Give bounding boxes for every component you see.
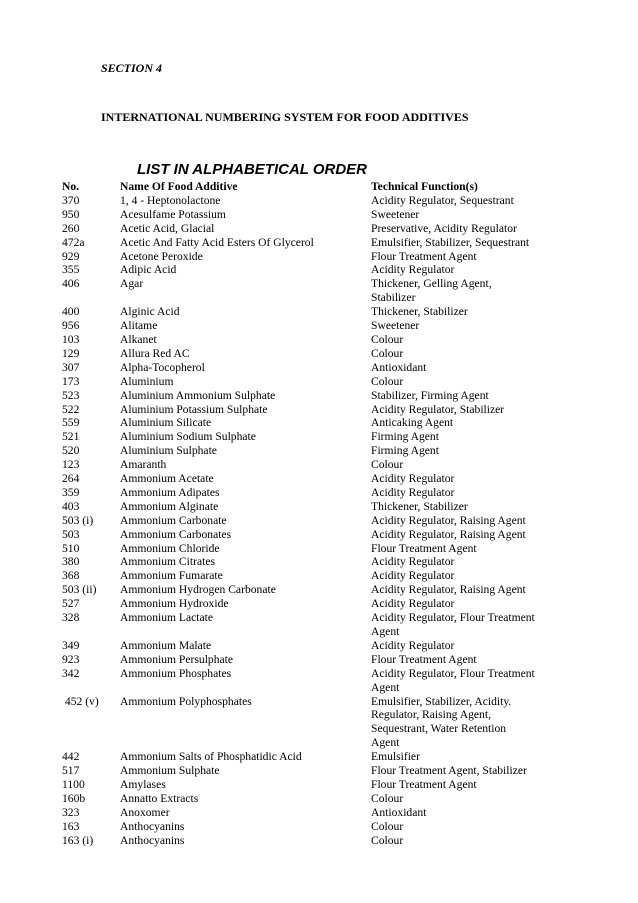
cell-name: Aluminium Sodium Sulphate xyxy=(120,430,256,444)
section-label: SECTION 4 xyxy=(101,61,163,75)
cell-no: 527 xyxy=(62,597,80,611)
cell-no: 323 xyxy=(62,805,80,819)
cell-name: Ammonium Citrates xyxy=(120,555,215,569)
cell-function: Emulsifier, Stabilizer, Acidity. Regulator, Raising Agent, Sequestrant, Water Retention Agent xyxy=(371,694,512,750)
table-row xyxy=(62,695,622,751)
cell-no: 520 xyxy=(62,444,80,458)
table-row xyxy=(62,528,622,542)
cell-function: Acidity Regulator, Raising Agent xyxy=(371,513,526,527)
cell-no: 517 xyxy=(62,764,80,778)
table-row xyxy=(62,820,622,834)
cell-name: Alginic Acid xyxy=(120,305,180,319)
cell-no: 328 xyxy=(62,611,80,625)
cell-function: Colour xyxy=(371,332,404,346)
table-row xyxy=(62,514,622,528)
cell-name: Ammonium Polyphosphates xyxy=(120,694,252,708)
cell-no: 163 xyxy=(62,819,80,833)
cell-no: 173 xyxy=(62,374,80,388)
table-row xyxy=(62,305,622,319)
cell-name: Ammonium Malate xyxy=(120,638,212,652)
table-row xyxy=(62,250,622,264)
cell-function: Acidity Regulator, Flour Treatment Agent xyxy=(371,666,535,694)
cell-function: Acidity Regulator xyxy=(371,472,455,486)
table-row xyxy=(62,472,622,486)
cell-function: Acidity Regulator xyxy=(371,597,455,611)
cell-name: Ammonium Acetate xyxy=(120,472,214,486)
cell-no: 264 xyxy=(62,472,80,486)
cell-no: 400 xyxy=(62,305,80,319)
table-row xyxy=(62,806,622,820)
cell-function: Emulsifier xyxy=(371,750,420,764)
cell-function: Flour Treatment Agent xyxy=(371,541,477,555)
cell-name: Acetic And Fatty Acid Esters Of Glycerol xyxy=(120,235,314,249)
cell-function: Sweetener xyxy=(371,319,420,333)
table-row xyxy=(62,639,622,653)
cell-function: Flour Treatment Agent xyxy=(371,777,477,791)
cell-name: Aluminium Potassium Sulphate xyxy=(120,402,268,416)
table-row xyxy=(62,667,622,695)
table-row xyxy=(62,347,622,361)
cell-no: 522 xyxy=(62,402,80,416)
table-row xyxy=(62,611,622,639)
cell-function: Antioxidant xyxy=(371,805,427,819)
cell-name: Adipic Acid xyxy=(120,263,177,277)
cell-function: Firming Agent xyxy=(371,430,439,444)
cell-name: Ammonium Adipates xyxy=(120,485,220,499)
cell-no: 442 xyxy=(62,750,80,764)
cell-name: Acetic Acid, Glacial xyxy=(120,221,215,235)
cell-name: Ammonium Salts of Phosphatidic Acid xyxy=(120,750,302,764)
cell-no: 380 xyxy=(62,555,80,569)
cell-name: Alkanet xyxy=(120,332,157,346)
cell-function: Antioxidant xyxy=(371,360,427,374)
table-row xyxy=(62,403,622,417)
cell-no: 355 xyxy=(62,263,80,277)
cell-no: 521 xyxy=(62,430,80,444)
cell-name: Anthocyanins xyxy=(120,819,185,833)
table-row xyxy=(62,416,622,430)
cell-name: Acetone Peroxide xyxy=(120,249,203,263)
table-row xyxy=(62,375,622,389)
cell-name: Alpha-Tocopherol xyxy=(120,360,205,374)
cell-no: 307 xyxy=(62,360,80,374)
table-row xyxy=(62,319,622,333)
cell-no: 523 xyxy=(62,388,80,402)
cell-no: 472a xyxy=(62,235,85,249)
cell-function: Preservative, Acidity Regulator xyxy=(371,221,517,235)
cell-name: 1, 4 - Heptonolactone xyxy=(120,193,221,207)
table-row xyxy=(62,750,622,764)
table-row xyxy=(62,778,622,792)
cell-name: Aluminium Sulphate xyxy=(120,444,217,458)
cell-function: Acidity Regulator, Flour Treatment Agent xyxy=(371,611,535,638)
document-title: INTERNATIONAL NUMBERING SYSTEM FOR FOOD ADDITIVES xyxy=(101,110,469,124)
cell-function: Acidity Regulator xyxy=(371,263,455,277)
cell-name: Anoxomer xyxy=(120,805,170,819)
table-row xyxy=(62,597,622,611)
cell-name: Ammonium Fumarate xyxy=(120,569,223,583)
cell-function: Colour xyxy=(371,374,404,388)
cell-function: Acidity Regulator, Sequestrant xyxy=(371,193,514,207)
cell-no: 342 xyxy=(62,666,80,680)
cell-no: 349 xyxy=(62,638,80,652)
table-body xyxy=(62,194,622,848)
cell-no: 406 xyxy=(62,277,80,291)
table-row xyxy=(62,834,622,848)
cell-no: 929 xyxy=(62,249,80,263)
table-row xyxy=(62,389,622,403)
cell-function: Colour xyxy=(371,346,404,360)
table-row xyxy=(62,194,622,208)
cell-no: 160b xyxy=(62,791,86,805)
cell-function: Flour Treatment Agent xyxy=(371,249,477,263)
cell-function: Colour xyxy=(371,819,404,833)
additives-table xyxy=(62,180,622,848)
cell-function: Colour xyxy=(371,458,404,472)
table-row xyxy=(62,542,622,556)
cell-no: 503 xyxy=(62,527,80,541)
cell-name: Aluminium xyxy=(120,374,174,388)
cell-no: 103 xyxy=(62,332,80,346)
cell-no: 163 (i) xyxy=(62,833,94,847)
cell-function: Anticaking Agent xyxy=(371,416,454,430)
cell-name: Ammonium Persulphate xyxy=(120,652,234,666)
table-row xyxy=(62,555,622,569)
cell-function: Acidity Regulator, Stabilizer xyxy=(371,402,505,416)
cell-name: Ammonium Hydroxide xyxy=(120,597,229,611)
table-row xyxy=(62,263,622,277)
cell-name: Ammonium Carbonates xyxy=(120,527,232,541)
cell-no: 370 xyxy=(62,193,80,207)
table-row xyxy=(62,764,622,778)
cell-function: Flour Treatment Agent xyxy=(371,652,477,666)
table-row xyxy=(62,458,622,472)
table-row xyxy=(62,333,622,347)
cell-function: Acidity Regulator, Raising Agent xyxy=(371,583,526,597)
cell-function: Sweetener xyxy=(371,207,420,221)
table-row xyxy=(62,486,622,500)
cell-function: Colour xyxy=(371,833,404,847)
cell-name: Allura Red AC xyxy=(120,346,190,360)
cell-no: 368 xyxy=(62,569,80,583)
cell-name: Annatto Extracts xyxy=(120,791,199,805)
cell-no: 1100 xyxy=(62,777,85,791)
cell-no: 503 (ii) xyxy=(62,583,97,597)
cell-name: Alitame xyxy=(120,319,158,333)
table-row xyxy=(62,208,622,222)
table-row xyxy=(62,500,622,514)
cell-function: Colour xyxy=(371,791,404,805)
cell-function: Thickener, Gelling Agent, Stabilizer xyxy=(371,277,492,305)
cell-no: 260 xyxy=(62,221,80,235)
cell-function: Acidity Regulator, Raising Agent xyxy=(371,527,526,541)
cell-no: 923 xyxy=(62,652,80,666)
table-header xyxy=(62,180,622,194)
cell-function: Emulsifier, Stabilizer, Sequestrant xyxy=(371,235,530,249)
list-title: LIST IN ALPHABETICAL ORDER xyxy=(137,161,368,178)
cell-name: Agar xyxy=(120,277,144,291)
cell-no: 359 xyxy=(62,485,80,499)
cell-function: Thickener, Stabilizer xyxy=(371,305,468,319)
cell-function: Acidity Regulator xyxy=(371,485,455,499)
header-name: Name Of Food Additive xyxy=(120,180,238,193)
cell-name: Ammonium Chloride xyxy=(120,541,220,555)
cell-name: Acesulfame Potassium xyxy=(120,207,226,221)
cell-name: Ammonium Lactate xyxy=(120,611,214,625)
cell-name: Ammonium Sulphate xyxy=(120,764,220,778)
cell-no: 956 xyxy=(62,319,80,333)
table-row xyxy=(62,361,622,375)
cell-name: Aluminium Silicate xyxy=(120,416,212,430)
cell-function: Thickener, Stabilizer xyxy=(371,499,468,513)
cell-function: Stabilizer, Firming Agent xyxy=(371,388,489,402)
cell-no: 510 xyxy=(62,541,80,555)
cell-name: Aluminium Ammonium Sulphate xyxy=(120,388,276,402)
table-row xyxy=(62,792,622,806)
cell-no: 403 xyxy=(62,499,80,513)
cell-no: 559 xyxy=(62,416,80,430)
cell-no: 123 xyxy=(62,458,80,472)
cell-function: Acidity Regulator xyxy=(371,638,455,652)
cell-name: Amaranth xyxy=(120,458,167,472)
table-row xyxy=(62,569,622,583)
table-row xyxy=(62,236,622,250)
table-row xyxy=(62,653,622,667)
cell-no: 129 xyxy=(62,346,80,360)
cell-name: Ammonium Carbonate xyxy=(120,513,227,527)
table-row xyxy=(62,583,622,597)
cell-no: 452 (v) xyxy=(62,694,99,708)
cell-function: Acidity Regulator xyxy=(371,555,455,569)
cell-name: Ammonium Alginate xyxy=(120,499,219,513)
cell-name: Amylases xyxy=(120,777,166,791)
cell-name: Ammonium Hydrogen Carbonate xyxy=(120,583,276,597)
cell-no: 503 (i) xyxy=(62,513,94,527)
cell-no: 950 xyxy=(62,207,80,221)
cell-name: Anthocyanins xyxy=(120,833,185,847)
cell-name: Ammonium Phosphates xyxy=(120,666,232,680)
cell-function: Acidity Regulator xyxy=(371,569,455,583)
table-row xyxy=(62,444,622,458)
header-no: No. xyxy=(62,180,80,193)
cell-function: Firming Agent xyxy=(371,444,439,458)
table-row xyxy=(62,222,622,236)
table-row xyxy=(62,277,622,305)
table-row xyxy=(62,430,622,444)
header-function: Technical Function(s) xyxy=(371,180,478,193)
cell-function: Flour Treatment Agent, Stabilizer xyxy=(371,764,527,778)
